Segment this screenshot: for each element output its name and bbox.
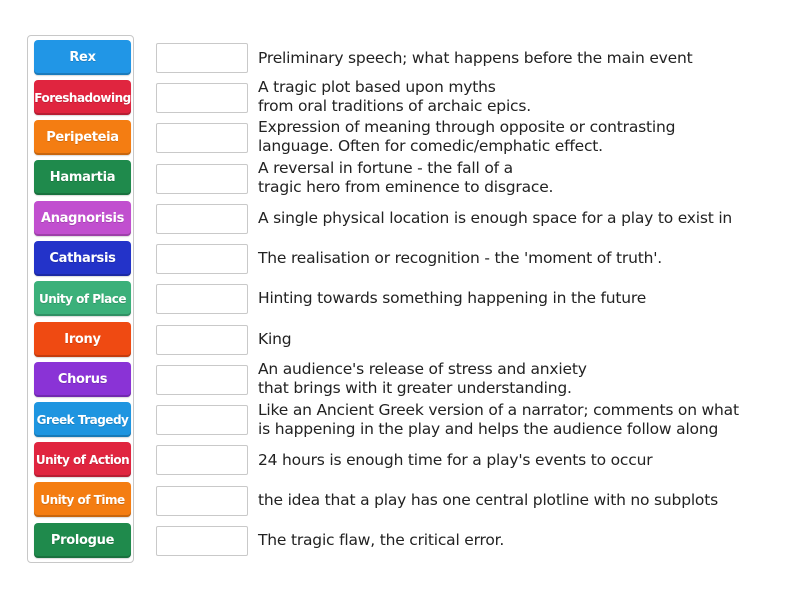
definition-label: The realisation or recognition - the 'moment of truth'. xyxy=(258,248,662,267)
definition-label: Like an Ancient Greek version of a narrator; comments on what is happening in the play and helps the audience follow along xyxy=(258,401,739,438)
definition-text xyxy=(258,320,788,358)
definition-text xyxy=(258,521,788,559)
definition-text xyxy=(258,481,788,519)
drop-slot[interactable] xyxy=(156,244,248,274)
drop-slot[interactable] xyxy=(156,83,248,113)
definition-label: the idea that a play has one central plotline with no subplots xyxy=(258,490,718,509)
drop-slot[interactable] xyxy=(156,445,248,475)
drop-slot[interactable] xyxy=(156,123,248,153)
definition-label: An audience's release of stress and anxiety that brings with it greater understanding. xyxy=(258,360,587,397)
drop-slot[interactable] xyxy=(156,43,248,73)
drop-slot[interactable] xyxy=(156,365,248,395)
definition-text xyxy=(258,78,788,116)
definition-text xyxy=(258,401,788,439)
tile-unity-of-time[interactable] xyxy=(34,482,131,517)
tile-peripeteia[interactable] xyxy=(34,120,131,155)
drop-slot[interactable] xyxy=(156,486,248,516)
tile-label: Irony xyxy=(64,332,101,347)
tile-unity-of-action[interactable] xyxy=(34,442,131,477)
tile-label: Peripeteia xyxy=(46,130,119,145)
definition-label: Expression of meaning through opposite or contrasting language. Often for comedic/emphatic effect. xyxy=(258,118,676,155)
drop-slot[interactable] xyxy=(156,526,248,556)
drop-slot[interactable] xyxy=(156,325,248,355)
definition-label: A reversal in fortune - the fall of a tragic hero from eminence to disgrace. xyxy=(258,159,554,196)
drop-slot[interactable] xyxy=(156,164,248,194)
tile-label: Unity of Place xyxy=(38,291,127,306)
tile-catharsis[interactable] xyxy=(34,241,131,276)
drop-slot[interactable] xyxy=(156,204,248,234)
drop-slot[interactable] xyxy=(156,405,248,435)
definition-label: King xyxy=(258,329,292,348)
definition-label: 24 hours is enough time for a play's events to occur xyxy=(258,450,653,469)
definition-text xyxy=(258,441,788,479)
tile-label: Hamartia xyxy=(49,170,116,185)
tile-irony[interactable] xyxy=(34,322,131,357)
tile-chorus[interactable] xyxy=(34,362,131,397)
tile-label: Prologue xyxy=(50,533,115,548)
definition-text xyxy=(258,39,788,77)
definition-text xyxy=(258,118,788,156)
tile-label: Catharsis xyxy=(49,251,116,266)
definition-label: The tragic flaw, the critical error. xyxy=(258,530,505,549)
tile-unity-of-place[interactable] xyxy=(34,281,131,316)
definition-text xyxy=(258,239,788,277)
definition-text xyxy=(258,159,788,197)
tile-label: Unity of Action xyxy=(35,452,130,467)
tile-label: Chorus xyxy=(57,372,108,387)
tile-rex[interactable] xyxy=(34,40,131,75)
tile-hamartia[interactable] xyxy=(34,160,131,195)
tile-label: Anagnorisis xyxy=(40,211,125,226)
definition-label: A tragic plot based upon myths from oral traditions of archaic epics. xyxy=(258,78,531,115)
definition-text xyxy=(258,279,788,317)
tile-label: Rex xyxy=(69,50,96,65)
definition-text xyxy=(258,360,788,398)
definition-text xyxy=(258,199,788,237)
tile-label: Unity of Time xyxy=(40,492,125,507)
definition-label: A single physical location is enough space for a play to exist in xyxy=(258,208,733,227)
tile-label: Foreshadowing xyxy=(34,90,131,105)
tile-greek-tragedy[interactable] xyxy=(34,402,131,437)
drop-slot[interactable] xyxy=(156,284,248,314)
tile-foreshadowing[interactable] xyxy=(34,80,131,115)
definition-label: Preliminary speech; what happens before the main event xyxy=(258,48,693,67)
tile-anagnorisis[interactable] xyxy=(34,201,131,236)
tile-prologue[interactable] xyxy=(34,523,131,558)
tile-label: Greek Tragedy xyxy=(36,412,129,427)
definition-label: Hinting towards something happening in the future xyxy=(258,288,647,307)
